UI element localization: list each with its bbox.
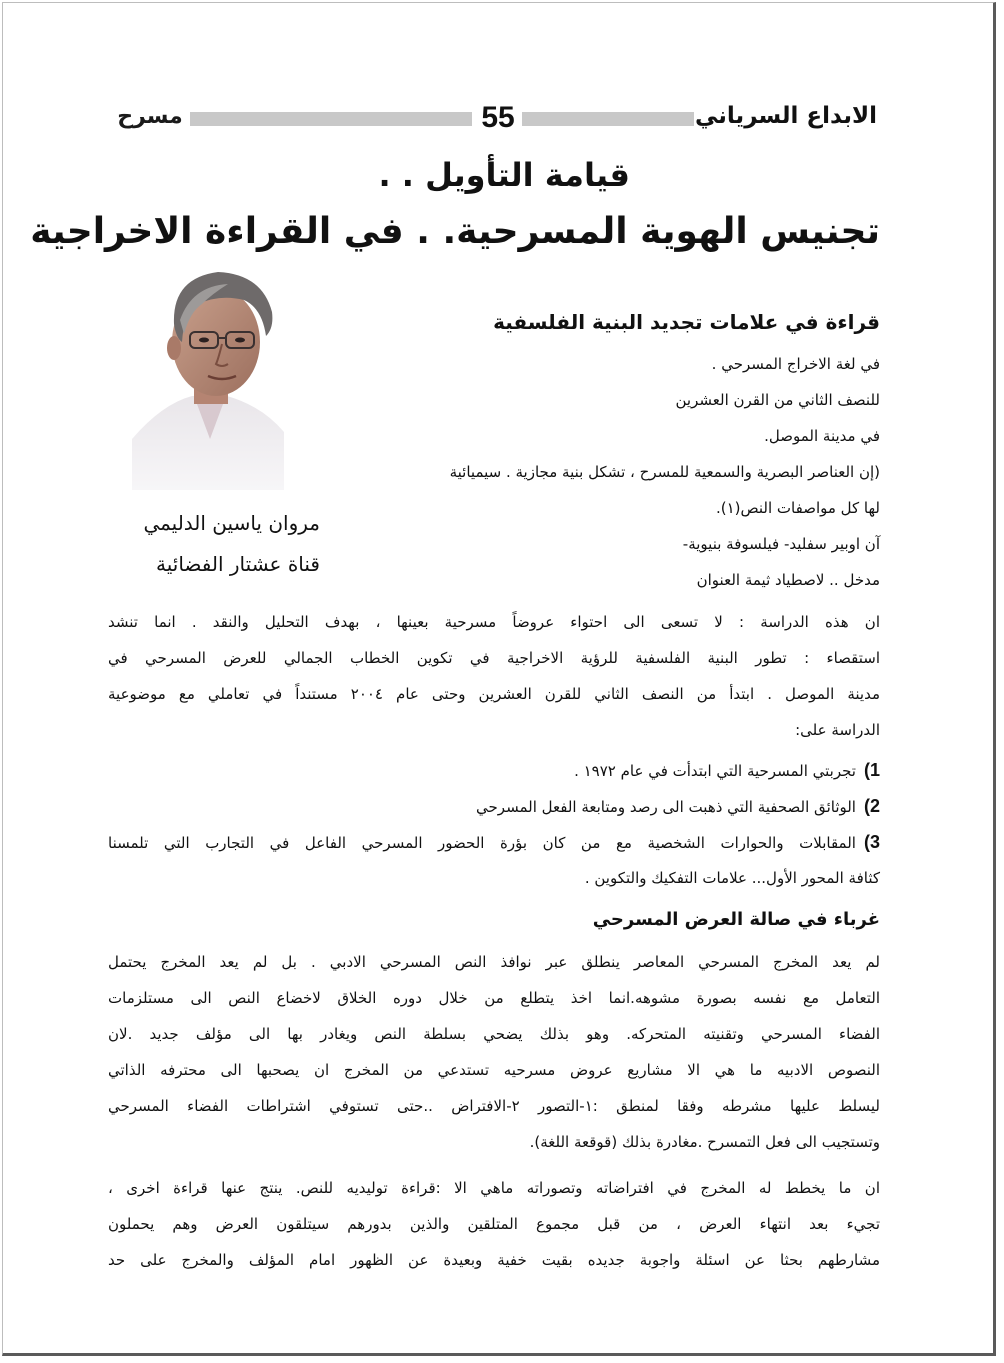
- sources-list: [108, 752, 880, 896]
- magazine-title: الابداع السرياني: [695, 103, 877, 129]
- paragraph-line: تجيء بعد انتهاء العرض ، من قبل مجموع المتلقين والذين بدورهم سيتلقون العرض وهم يحملون: [108, 1215, 880, 1233]
- paragraph-line: وتستجيب الى فعل التمسرح .مغادرة بذلك (قوقعة اللغة).: [529, 1133, 880, 1151]
- list-number: 3): [863, 832, 880, 852]
- article-title-line-1: قيامة التأويل . .: [378, 156, 630, 194]
- author-name: مروان ياسين الدليمي: [143, 511, 320, 535]
- paragraph-line: استقصاء : تطور البنية الفلسفية للرؤية الاخراجية في تكوين الخطاب الجمالي للعرض المسرحي في: [108, 649, 880, 667]
- study-paragraph: [108, 604, 880, 748]
- intro-line: في مدينة الموصل.: [764, 427, 880, 445]
- list-item: [108, 860, 880, 896]
- intro-line: للنصف الثاني من القرن العشرين: [675, 391, 880, 409]
- article-title-line-2: تجنيس الهوية المسرحية. . في القراءة الاخراجية: [30, 211, 880, 252]
- paragraph-line: ان هذه الدراسة : لا تسعى الى احتواء عروضاً مسرحية بعينها ، بهدف التحليل والنقد . انما تنشد: [108, 613, 880, 631]
- list-item: [108, 752, 880, 788]
- page-number: 55: [481, 101, 515, 134]
- director-paragraph: [108, 944, 880, 1160]
- paragraph-line: لم يعد المخرج المسرحي المعاصر ينطلق عبر نوافذ النص المسرحي الادبي . بل لم يعد المخرج يحتمل: [108, 953, 880, 971]
- intro-line: في لغة الاخراج المسرحي .: [711, 355, 880, 373]
- intro-quote-line: (إن العناصر البصرية والسمعية للمسرح ، تشكل بنية مجازية . سيميائية: [449, 463, 880, 481]
- list-text: كثافة المحور الأول... علامات التفكيك والتكوين .: [584, 869, 880, 887]
- author-portrait-icon: [132, 264, 284, 490]
- subheading-strangers: غرباء في صالة العرض المسرحي: [592, 909, 880, 930]
- list-item: [108, 824, 880, 860]
- paragraph-line: الفضاء المسرحي وتقنيته المتحركه. وهو بذلك يضحي بسلطة النص ويغادر بها الى مؤلف جديد .لان: [108, 1025, 880, 1043]
- paragraph-line: ليسلط عليها مشرطه وفقا لمنطق :١-التصور ٢-الافتراض ..حتى تستوفي اشتراطات الفضاء المسرحي: [108, 1097, 880, 1115]
- subheading-reading: قراءة في علامات تجديد البنية الفلسفية: [493, 310, 880, 334]
- list-text: تجربتي المسرحية التي ابتدأت في عام ١٩٧٢ .: [574, 762, 856, 780]
- paragraph-line: مدينة الموصل . ابتدأ من النصف الثاني للقرن العشرين وحتى عام ٢٠٠٤ مستنداً في تعاملي مع موضوعية: [108, 685, 880, 703]
- paragraph-line: الدراسة على:: [795, 721, 880, 739]
- list-item: [108, 788, 880, 824]
- intro-quote-line: لها كل مواصفات النص(١).: [715, 499, 880, 517]
- paragraph-line: مشارطهم بحثا عن اسئلة واجوبة جديده بقيت خفية وبعيدة عن الظهور امام المؤلف والمخرج على حد: [108, 1251, 880, 1269]
- author-photo: [132, 264, 284, 490]
- section-label: مسرح: [117, 104, 183, 129]
- intro-block: [330, 346, 880, 598]
- list-number: 1): [863, 760, 880, 780]
- list-text: المقابلات والحوارات الشخصية مع من كان بؤرة الحضور المسرحي الفاعل في التجارب التي تلمسنا: [108, 834, 856, 852]
- list-text: الوثائق الصحفية التي ذهبت الى رصد ومتابعة الفعل المسرحي: [476, 798, 856, 816]
- intro-entry: مدخل .. لاصطياد ثيمة العنوان: [696, 571, 880, 589]
- header-bar-left: [190, 112, 472, 126]
- list-number: 2): [863, 796, 880, 816]
- author-organization: قناة عشتار الفضائية: [156, 552, 320, 576]
- paragraph-line: ان ما يخطط له المخرج في افتراضاته وتصوراته ماهي الا :قراءة توليديه للنص. ينتج عنها قراءة اخرى ،: [108, 1179, 880, 1197]
- paragraph-line: النصوص الادبيه ما هي الا مشاريع عروض مسرحيه تستدعي من المخرج ان يصحبها الى محترفه الذاتي: [108, 1061, 880, 1079]
- intro-citation: آن اوبير سفليد- فيلسوفة بنيوية-: [682, 535, 880, 553]
- paragraph-line: التعامل مع نفسه بصورة مشوهه.انما اخذ يتطلع من خلال دوره الخلاق لاخضاع النص الى مستلزمات: [108, 989, 880, 1007]
- header-bar-right: [522, 112, 694, 126]
- reading-paragraph: [108, 1170, 880, 1278]
